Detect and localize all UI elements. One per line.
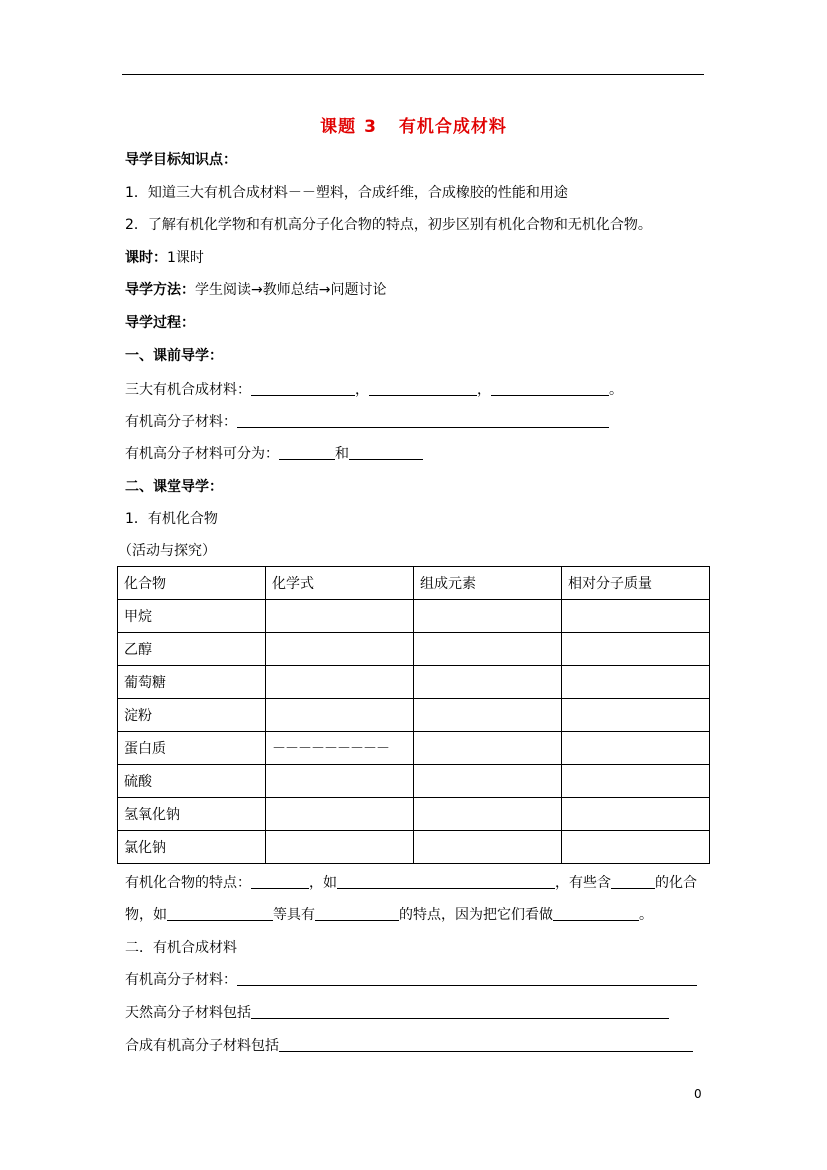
table-row xyxy=(118,732,710,765)
features-text: ，如 xyxy=(309,875,337,891)
objective-item-2: 2．了解有机化学物和有机高分子化合物的特点，初步区别有机化合物和无机化合物。 xyxy=(125,217,652,233)
compound-name: 蛋白质 xyxy=(118,732,266,765)
header-molecular-mass: 相对分子质量 xyxy=(562,567,710,600)
conjunction: 和 xyxy=(335,446,349,462)
objective-item-1: 1．知道三大有机合成材料－－塑料，合成纤维，合成橡胶的性能和用途 xyxy=(125,185,568,201)
synthetic-question-2-text: 天然高分子材料包括 xyxy=(125,1005,251,1021)
elements-cell[interactable] xyxy=(414,666,562,699)
lesson-time-value: 1课时 xyxy=(167,250,204,266)
elements-cell[interactable] xyxy=(414,732,562,765)
compound-name: 淀粉 xyxy=(118,699,266,732)
header-rule xyxy=(122,74,704,75)
synthetic-question-1-text: 有机高分子材料： xyxy=(125,972,237,988)
pre-question-2 xyxy=(125,412,609,432)
mass-cell[interactable] xyxy=(562,765,710,798)
answer-blank[interactable] xyxy=(251,874,309,889)
mass-cell[interactable] xyxy=(562,798,710,831)
formula-cell-dashes: －－－－－－－－－ xyxy=(266,732,414,765)
features-text: 的特点，因为把它们看做 xyxy=(399,907,553,923)
elements-cell[interactable] xyxy=(414,831,562,864)
formula-cell[interactable] xyxy=(266,699,414,732)
table-row xyxy=(118,831,710,864)
pre-question-1 xyxy=(125,380,623,400)
compound-table xyxy=(117,566,710,864)
pre-question-2-text: 有机高分子材料： xyxy=(125,414,237,430)
answer-blank[interactable] xyxy=(315,906,399,921)
mass-cell[interactable] xyxy=(562,699,710,732)
table-row xyxy=(118,633,710,666)
answer-blank[interactable] xyxy=(251,381,355,396)
mass-cell[interactable] xyxy=(562,831,710,864)
synthetic-question-1 xyxy=(125,970,697,990)
formula-cell[interactable] xyxy=(266,600,414,633)
elements-cell[interactable] xyxy=(414,600,562,633)
elements-cell[interactable] xyxy=(414,699,562,732)
table-row xyxy=(118,666,710,699)
table-row xyxy=(118,798,710,831)
answer-blank[interactable] xyxy=(369,381,477,396)
pre-question-3-text: 有机高分子材料可分为： xyxy=(125,446,279,462)
features-text: 物，如 xyxy=(125,907,167,923)
synthetic-question-3 xyxy=(125,1036,693,1056)
features-line-1 xyxy=(125,873,697,893)
synthetic-heading: 二．有机合成材料 xyxy=(125,940,237,956)
table-row xyxy=(118,699,710,732)
features-line-2 xyxy=(125,905,653,925)
answer-blank[interactable] xyxy=(237,413,609,428)
elements-cell[interactable] xyxy=(414,765,562,798)
page-number: 0 xyxy=(694,1087,702,1101)
compound-name: 硫酸 xyxy=(118,765,266,798)
table-header-row xyxy=(118,567,710,600)
elements-cell[interactable] xyxy=(414,798,562,831)
formula-cell[interactable] xyxy=(266,765,414,798)
synthetic-question-3-text: 合成有机高分子材料包括 xyxy=(125,1038,279,1054)
compound-name: 氯化钠 xyxy=(118,831,266,864)
compound-name: 乙醇 xyxy=(118,633,266,666)
features-text: 有机化合物的特点： xyxy=(125,875,251,891)
answer-blank[interactable] xyxy=(279,445,335,460)
header-formula: 化学式 xyxy=(266,567,414,600)
answer-blank[interactable] xyxy=(251,1004,669,1019)
answer-blank[interactable] xyxy=(337,874,555,889)
mass-cell[interactable] xyxy=(562,666,710,699)
header-compound: 化合物 xyxy=(118,567,266,600)
answer-blank[interactable] xyxy=(349,445,423,460)
section-organic-compounds: 1．有机化合物 xyxy=(125,511,218,527)
answer-blank[interactable] xyxy=(491,381,609,396)
pre-question-1-text: 三大有机合成材料： xyxy=(125,382,251,398)
compound-name: 葡萄糖 xyxy=(118,666,266,699)
mass-cell[interactable] xyxy=(562,600,710,633)
guide-method-value: 学生阅读→教师总结→问题讨论 xyxy=(195,282,387,298)
answer-blank[interactable] xyxy=(553,906,639,921)
title-number: 3 xyxy=(364,117,377,137)
guide-method xyxy=(125,280,386,300)
answer-blank[interactable] xyxy=(611,874,655,889)
table-row xyxy=(118,600,710,633)
synthetic-question-2 xyxy=(125,1003,669,1023)
features-text: 等具有 xyxy=(273,907,315,923)
in-class-heading: 二、课堂导学： xyxy=(125,479,223,495)
page-title xyxy=(0,112,827,137)
lesson-time xyxy=(125,248,204,268)
title-label: 课题 xyxy=(320,117,357,137)
objectives-heading: 导学目标知识点： xyxy=(125,152,237,168)
mass-cell[interactable] xyxy=(562,732,710,765)
answer-blank[interactable] xyxy=(279,1037,693,1052)
formula-cell[interactable] xyxy=(266,831,414,864)
process-heading: 导学过程： xyxy=(125,315,195,331)
separator: ， xyxy=(355,382,369,398)
features-text: 的化合 xyxy=(655,875,697,891)
pre-question-3 xyxy=(125,444,423,464)
compound-name: 氢氧化钠 xyxy=(118,798,266,831)
answer-blank[interactable] xyxy=(167,906,273,921)
separator: ， xyxy=(477,382,491,398)
formula-cell[interactable] xyxy=(266,798,414,831)
title-text: 有机合成材料 xyxy=(398,117,507,137)
period: 。 xyxy=(609,382,623,398)
features-text: ，有些含 xyxy=(555,875,611,891)
lesson-time-label: 课时： xyxy=(125,250,167,266)
elements-cell[interactable] xyxy=(414,633,562,666)
guide-method-label: 导学方法： xyxy=(125,282,195,298)
formula-cell[interactable] xyxy=(266,633,414,666)
formula-cell[interactable] xyxy=(266,666,414,699)
activity-label: （活动与探究） xyxy=(118,543,216,559)
pre-class-heading: 一、课前导学： xyxy=(125,348,223,364)
header-elements: 组成元素 xyxy=(414,567,562,600)
table-row xyxy=(118,765,710,798)
features-text: 。 xyxy=(639,907,653,923)
compound-name: 甲烷 xyxy=(118,600,266,633)
answer-blank[interactable] xyxy=(237,971,697,986)
mass-cell[interactable] xyxy=(562,633,710,666)
